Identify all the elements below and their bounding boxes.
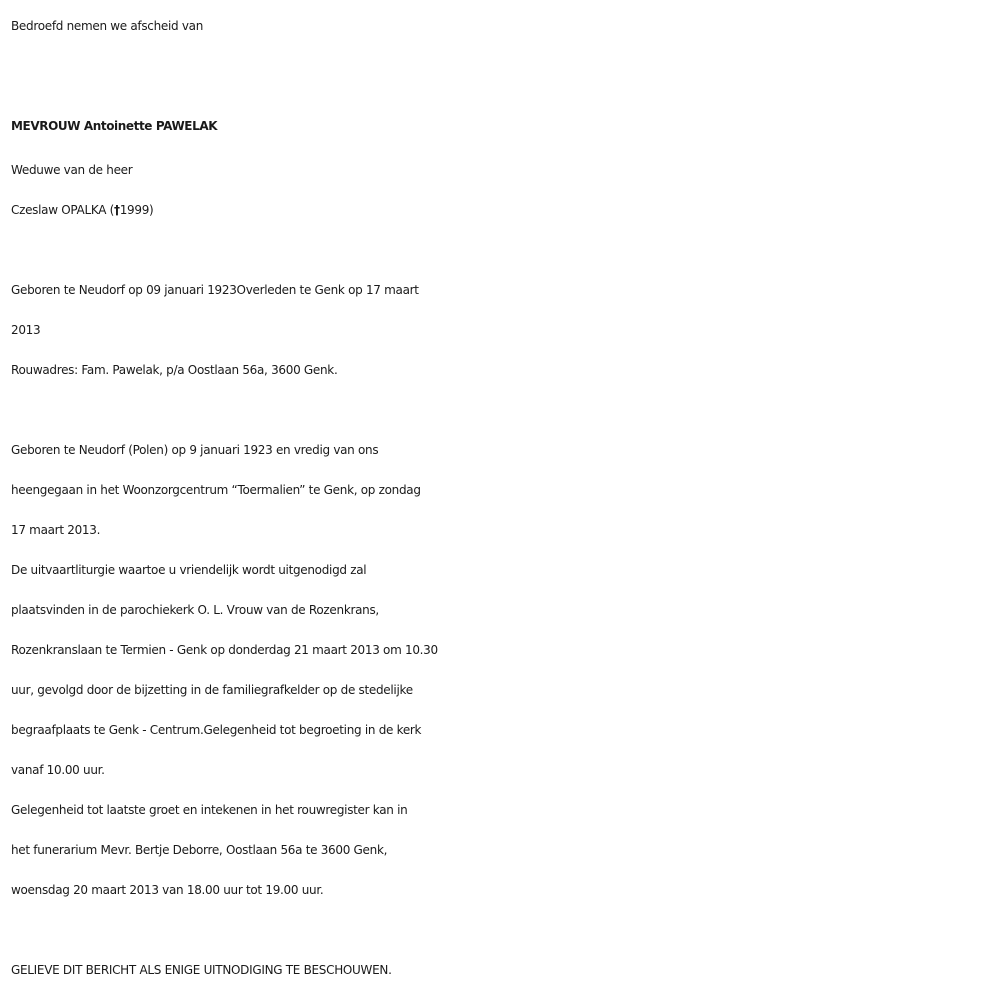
paragraph-line: het funerarium Mevr. Bertje Deborre, Oostlaan 56a te 3600 Genk, xyxy=(11,843,388,857)
paragraph-line: Gelegenheid tot laatste groet en intekenen in het rouwregister kan in xyxy=(11,803,408,817)
paragraph-line: vanaf 10.00 uur. xyxy=(11,763,105,777)
birth-death-line: Geboren te Neudorf op 09 januari 1923Overleden te Genk op 17 maart xyxy=(11,283,419,297)
deceased-name: MEVROUW Antoinette PAWELAK xyxy=(11,119,218,133)
paragraph-line: woensdag 20 maart 2013 van 18.00 uur tot 19.00 uur. xyxy=(11,883,324,897)
paragraph-line: Rozenkranslaan te Termien - Genk op donderdag 21 maart 2013 om 10.30 xyxy=(11,643,438,657)
paragraph-line: plaatsvinden in de parochiekerk O. L. Vrouw van de Rozenkrans, xyxy=(11,603,379,617)
intro-text: Bedroefd nemen we afscheid van xyxy=(11,19,204,33)
paragraph-line: heengegaan in het Woonzorgcentrum “Toermalien” te Genk, op zondag xyxy=(11,483,421,497)
spouse-name: Czeslaw OPALKA ( xyxy=(11,203,115,217)
spouse-death-year: 1999) xyxy=(119,203,154,217)
cross-icon: † xyxy=(114,203,120,217)
spacer xyxy=(11,390,996,430)
spouse-line: Weduwe van de heer xyxy=(11,163,133,177)
paragraph-line: De uitvaartliturgie waartoe u vriendelijk wordt uitgenodigd zal xyxy=(11,563,367,577)
death-notice xyxy=(11,6,996,990)
closing-notice: GELIEVE DIT BERICHT ALS ENIGE UITNODIGING TE BESCHOUWEN. xyxy=(11,963,392,977)
spacer xyxy=(11,230,996,270)
paragraph-line: Geboren te Neudorf (Polen) op 9 januari 1923 en vredig van ons xyxy=(11,443,379,457)
paragraph-line: 17 maart 2013. xyxy=(11,523,101,537)
spouse-name-line xyxy=(11,190,996,230)
spacer xyxy=(11,910,996,950)
paragraph-line: uur, gevolgd door de bijzetting in de familiegrafkelder op de stedelijke xyxy=(11,683,413,697)
paragraph-line: begraafplaats te Genk - Centrum.Gelegenheid tot begroeting in de kerk xyxy=(11,723,422,737)
birth-death-year: 2013 xyxy=(11,323,41,337)
mourning-address: Rouwadres: Fam. Pawelak, p/a Oostlaan 56a, 3600 Genk. xyxy=(11,363,338,377)
notice-paragraph xyxy=(11,430,996,910)
